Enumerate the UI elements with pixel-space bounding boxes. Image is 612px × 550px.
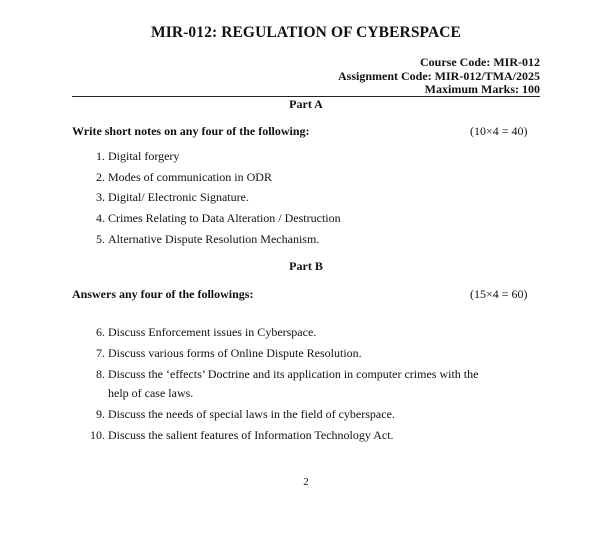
question-number: 8. (96, 367, 105, 381)
question-number: 7. (96, 346, 105, 360)
question-text: Discuss the salient features of Information Technology Act. (108, 428, 394, 442)
part-a-marks: (10×4 = 40) (470, 124, 528, 138)
question-text: Digital/ Electronic Signature. (108, 190, 249, 204)
question-number: 9. (96, 407, 105, 421)
question-number: 5. (96, 232, 105, 246)
question-number: 6. (96, 325, 105, 339)
question-number: 10. (90, 428, 105, 442)
question-text: Discuss Enforcement issues in Cyberspace. (108, 325, 317, 339)
course-code: Course Code: MIR-012 (420, 55, 540, 69)
question-text: Discuss the needs of special laws in the field of cyberspace. (108, 407, 395, 421)
question-number: 1. (96, 149, 105, 163)
part-b-marks: (15×4 = 60) (470, 287, 528, 301)
assignment-code: Assignment Code: MIR-012/TMA/2025 (338, 68, 540, 83)
question-number: 3. (96, 190, 105, 204)
question-text: Digital forgery (108, 149, 180, 163)
question-text: Crimes Relating to Data Alteration / Destruction (108, 211, 341, 225)
part-a-heading: Part A (289, 97, 323, 111)
question-text: Modes of communication in ODR (108, 170, 272, 184)
question-text: Discuss various forms of Online Dispute Resolution. (108, 346, 362, 360)
maximum-marks: Maximum Marks: 100 (424, 82, 540, 96)
question-number: 2. (96, 170, 105, 184)
document-title: MIR-012: REGULATION OF CYBERSPACE (150, 24, 461, 41)
part-a-instruction: Write short notes on any four of the following: (72, 124, 310, 138)
question-number: 4. (96, 211, 105, 225)
question-text: Discuss the ‘effects’ Doctrine and its application in computer crimes with the help of case laws. (108, 367, 479, 400)
part-b-instruction: Answers any four of the followings: (72, 287, 254, 301)
question-text: Alternative Dispute Resolution Mechanism. (108, 232, 320, 246)
page-number: 2 (303, 476, 309, 488)
part-b-heading: Part B (289, 259, 323, 273)
code-block (338, 56, 540, 97)
